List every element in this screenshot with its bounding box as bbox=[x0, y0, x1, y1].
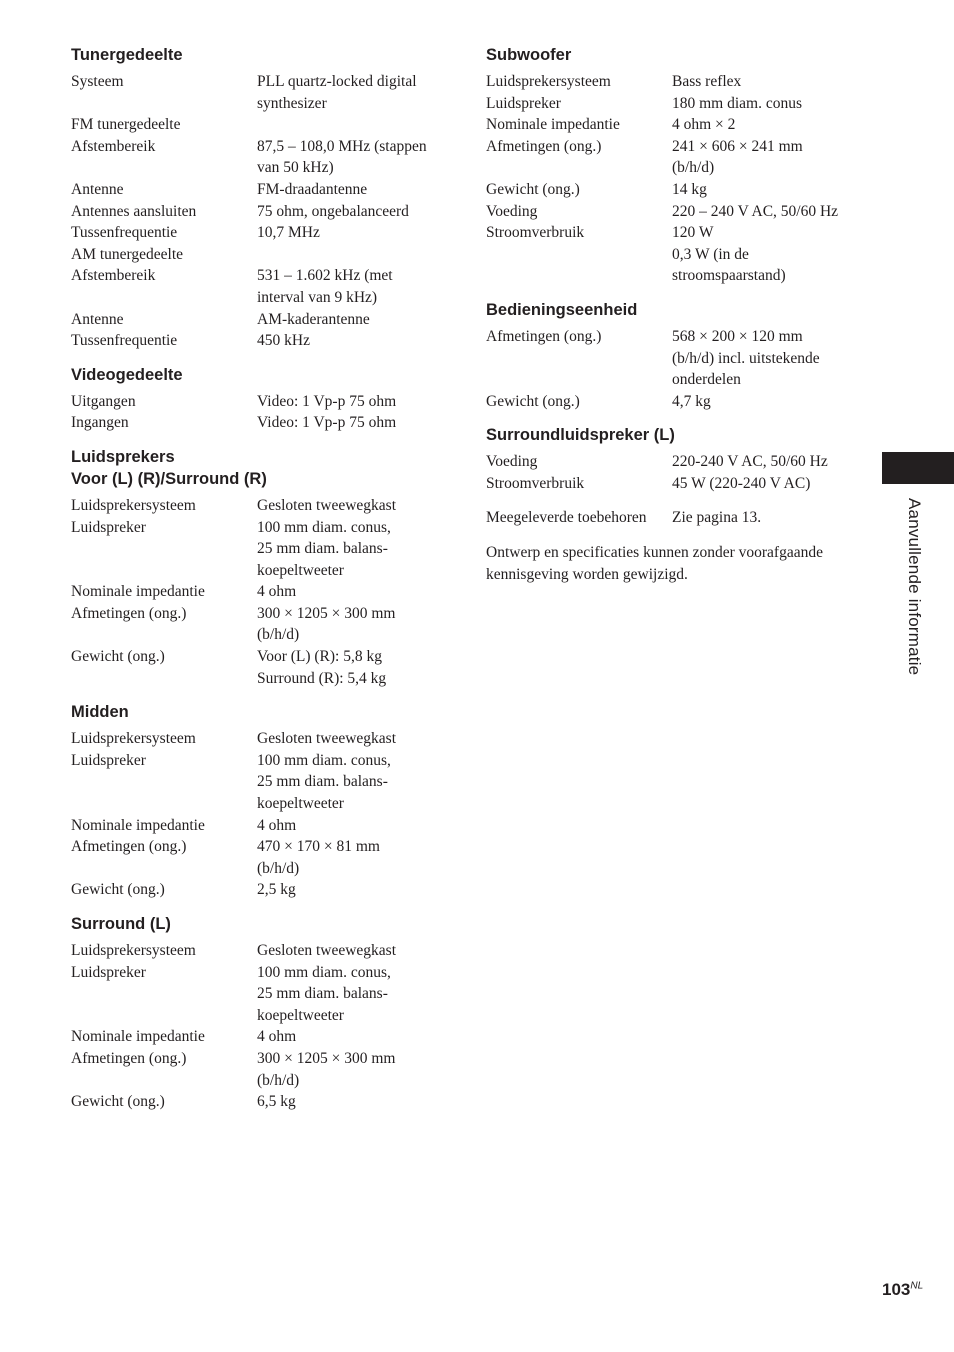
spec-label: Nominale impedantie bbox=[71, 816, 205, 834]
spec-row bbox=[71, 1048, 451, 1091]
spec-label: Luidsprekersysteem bbox=[71, 942, 196, 959]
spec-label: Gewicht (ong.) bbox=[71, 648, 165, 666]
spec-value: 531 – 1.602 kHz (met interval van 9 kHz) bbox=[257, 267, 393, 306]
spec-row bbox=[71, 71, 451, 114]
spec-value: 300 × 1205 × 300 mm (b/h/d) bbox=[257, 1049, 396, 1089]
section-title: Luidsprekers Voor (L) (R)/Surround (R) bbox=[71, 447, 267, 488]
spec-row bbox=[71, 728, 451, 750]
spec-row bbox=[71, 309, 451, 331]
spec-row bbox=[71, 750, 451, 815]
spec-value: 10,7 MHz bbox=[257, 224, 320, 242]
spec-row bbox=[486, 451, 866, 473]
spec-value: 220-240 V AC, 50/60 Hz bbox=[672, 453, 828, 471]
spec-label: Systeem bbox=[71, 73, 124, 90]
spec-value: 241 × 606 × 241 mm (b/h/d) bbox=[672, 137, 803, 177]
section-tab-marker bbox=[882, 452, 954, 484]
page-number bbox=[882, 1280, 923, 1300]
spec-row bbox=[71, 940, 451, 962]
spec-label: Gewicht (ong.) bbox=[71, 1093, 165, 1111]
spec-label: Nominale impedantie bbox=[71, 583, 205, 601]
spec-row bbox=[486, 93, 866, 115]
spec-label: Afmetingen (ong.) bbox=[486, 137, 602, 155]
spec-row bbox=[71, 330, 451, 352]
spec-value: Gesloten tweewegkast bbox=[257, 496, 397, 514]
spec-label: Nominale impedantie bbox=[486, 116, 620, 134]
spec-value: 568 × 200 × 120 mm (b/h/d) incl. uitstekende onderdelen bbox=[672, 327, 820, 389]
spec-value: 4,7 kg bbox=[672, 392, 711, 410]
spec-label: Afmetingen (ong.) bbox=[71, 838, 187, 856]
spec-value bbox=[257, 244, 451, 266]
spec-row bbox=[71, 265, 451, 308]
section-title: Tunergedeelte bbox=[71, 46, 183, 64]
spec-label: Voeding bbox=[486, 453, 538, 471]
spec-row bbox=[71, 391, 451, 413]
spec-row bbox=[71, 581, 451, 603]
spec-row bbox=[71, 836, 451, 879]
spec-section bbox=[71, 913, 451, 1113]
spec-value: 220 – 240 V AC, 50/60 Hz bbox=[672, 202, 839, 220]
spec-label: Tussenfrequentie bbox=[71, 332, 178, 350]
spec-label: Luidspreker bbox=[71, 751, 146, 769]
spec-row bbox=[486, 114, 866, 136]
spec-value: Bass reflex bbox=[672, 73, 742, 90]
spec-value: AM-kaderantenne bbox=[257, 310, 370, 328]
spec-label: Voeding bbox=[486, 202, 538, 220]
spec-section bbox=[71, 701, 451, 901]
spec-label: Luidspreker bbox=[71, 963, 146, 981]
spec-row bbox=[71, 646, 451, 689]
spec-row bbox=[486, 473, 866, 495]
accessories-value: Zie pagina 13. bbox=[672, 508, 762, 526]
spec-label: Antenne bbox=[71, 180, 124, 198]
spec-value: 75 ohm, ongebalanceerd bbox=[257, 202, 409, 220]
spec-value: Video: 1 Vp-p 75 ohm bbox=[257, 414, 397, 432]
spec-value: 2,5 kg bbox=[257, 881, 296, 899]
page-number-suffix: NL bbox=[910, 1280, 924, 1292]
disclaimer-text: Ontwerp en specificaties kunnen zonder voorafgaande kennisgeving worden gewijzigd. bbox=[486, 544, 823, 583]
spec-label: Luidsprekersysteem bbox=[71, 730, 196, 748]
right-column bbox=[486, 44, 866, 585]
spec-label: Stroomverbruik bbox=[486, 474, 585, 492]
spec-label: Luidsprekersysteem bbox=[71, 496, 196, 514]
spec-section bbox=[486, 424, 866, 494]
spec-row bbox=[71, 201, 451, 223]
section-title: Subwoofer bbox=[486, 46, 572, 64]
spec-value: PLL quartz-locked digital synthesizer bbox=[257, 73, 417, 112]
spec-label: Afstembereik bbox=[71, 137, 156, 155]
spec-row bbox=[71, 517, 451, 582]
spec-label: Ingangen bbox=[71, 414, 129, 432]
spec-row bbox=[71, 114, 451, 136]
section-title: Surround (L) bbox=[71, 915, 171, 933]
spec-row bbox=[71, 244, 451, 266]
spec-section bbox=[486, 299, 866, 412]
spec-row bbox=[71, 962, 451, 1027]
accessories-row bbox=[486, 507, 866, 529]
spec-value: Voor (L) (R): 5,8 kg Surround (R): 5,4 kg bbox=[257, 648, 387, 687]
spec-value: 470 × 170 × 81 mm (b/h/d) bbox=[257, 838, 380, 877]
spec-section bbox=[71, 446, 451, 689]
spec-value: 450 kHz bbox=[257, 332, 310, 350]
spec-label: Afmetingen (ong.) bbox=[71, 604, 187, 622]
spec-label: FM tunergedeelte bbox=[71, 116, 181, 134]
section-title: Surroundluidspreker (L) bbox=[486, 426, 675, 445]
spec-value: 4 ohm bbox=[257, 816, 297, 834]
spec-row bbox=[71, 412, 451, 434]
accessories-label: Meegeleverde toebehoren bbox=[486, 508, 647, 526]
spec-value: Video: 1 Vp-p 75 ohm bbox=[257, 392, 397, 410]
spec-row bbox=[486, 391, 866, 413]
spec-label: Stroomverbruik bbox=[486, 224, 585, 242]
spec-value: 100 mm diam. conus, 25 mm diam. balans- koepeltweeter bbox=[257, 963, 391, 1024]
spec-row bbox=[486, 326, 866, 391]
spec-label: Afmetingen (ong.) bbox=[486, 327, 602, 345]
spec-value: 100 mm diam. conus, 25 mm diam. balans- koepeltweeter bbox=[257, 518, 391, 579]
spec-section bbox=[486, 44, 866, 287]
spec-value: FM-draadantenne bbox=[257, 180, 368, 198]
spec-value: 45 W (220-240 V AC) bbox=[672, 474, 811, 492]
spec-label: Uitgangen bbox=[71, 392, 136, 410]
spec-label: Gewicht (ong.) bbox=[71, 881, 165, 899]
spec-row bbox=[71, 603, 451, 646]
spec-label: Nominale impedantie bbox=[71, 1028, 205, 1046]
spec-row bbox=[71, 815, 451, 837]
spec-row bbox=[71, 222, 451, 244]
section-title: Bedieningseenheid bbox=[486, 300, 638, 319]
spec-value bbox=[257, 114, 451, 136]
spec-row bbox=[486, 179, 866, 201]
spec-value: 87,5 – 108,0 MHz (stappen van 50 kHz) bbox=[257, 137, 427, 177]
spec-label: Afstembereik bbox=[71, 267, 156, 285]
spec-label: Gewicht (ong.) bbox=[486, 180, 580, 198]
spec-label: AM tunergedeelte bbox=[71, 245, 184, 263]
right-sections bbox=[486, 44, 866, 495]
spec-label: Tussenfrequentie bbox=[71, 224, 178, 242]
spec-value: 4 ohm bbox=[257, 1028, 297, 1046]
spec-label: Luidspreker bbox=[71, 518, 146, 536]
spec-row bbox=[486, 71, 866, 93]
spec-label: Afmetingen (ong.) bbox=[71, 1049, 187, 1067]
spec-label: Antennes aansluiten bbox=[71, 202, 197, 220]
spec-row bbox=[71, 879, 451, 901]
spec-label: Luidsprekersysteem bbox=[486, 73, 611, 90]
spec-value: 4 ohm × 2 bbox=[672, 116, 736, 134]
spec-row bbox=[486, 201, 866, 223]
spec-row bbox=[71, 1026, 451, 1048]
spec-row bbox=[486, 136, 866, 179]
spec-value: 14 kg bbox=[672, 180, 707, 198]
spec-row bbox=[71, 1091, 451, 1113]
section-title: Midden bbox=[71, 703, 129, 722]
spec-value: 6,5 kg bbox=[257, 1093, 296, 1111]
spec-row bbox=[71, 179, 451, 201]
spec-value: 100 mm diam. conus, 25 mm diam. balans- koepeltweeter bbox=[257, 751, 391, 813]
spec-row bbox=[71, 495, 451, 517]
spec-section bbox=[71, 44, 451, 352]
spec-value: 180 mm diam. conus bbox=[672, 94, 803, 112]
spec-value: Gesloten tweewegkast bbox=[257, 942, 397, 959]
spec-section bbox=[71, 364, 451, 434]
spec-value: 300 × 1205 × 300 mm (b/h/d) bbox=[257, 604, 396, 644]
spec-label: Gewicht (ong.) bbox=[486, 392, 580, 410]
spec-row bbox=[486, 222, 866, 287]
left-column bbox=[71, 44, 451, 1125]
page-number-value: 103 bbox=[882, 1280, 911, 1299]
side-section-label: Aanvullende informatie bbox=[905, 498, 924, 676]
section-title: Videogedeelte bbox=[71, 365, 183, 384]
spec-value: Gesloten tweewegkast bbox=[257, 730, 397, 748]
spec-row bbox=[71, 136, 451, 179]
spec-value: 120 W 0,3 W (in de stroomspaarstand) bbox=[672, 224, 786, 285]
spec-label: Antenne bbox=[71, 310, 124, 328]
spec-label: Luidspreker bbox=[486, 94, 561, 112]
spec-value: 4 ohm bbox=[257, 583, 297, 601]
